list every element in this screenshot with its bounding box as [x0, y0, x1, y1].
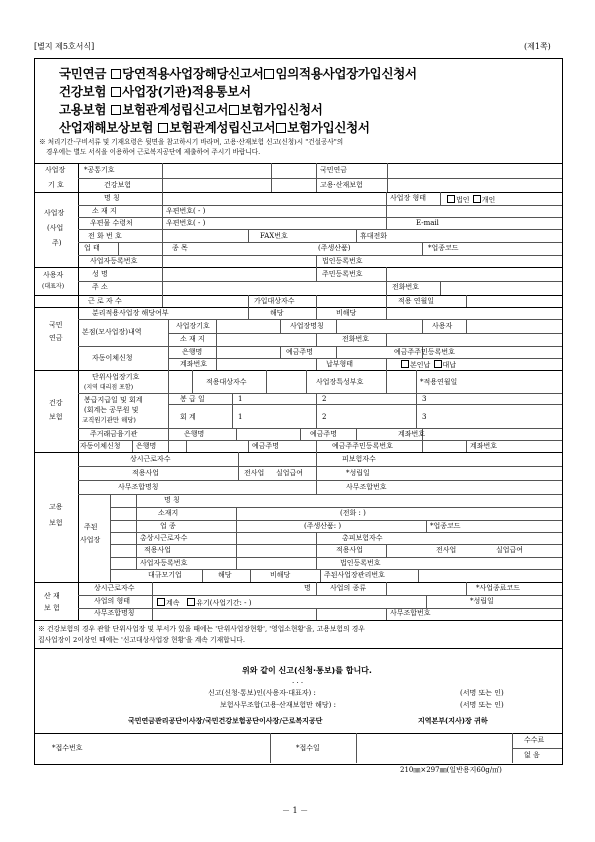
biz-zip-field[interactable]: 우편번호( - ): [166, 207, 206, 215]
checkbox-ei-report[interactable]: [111, 105, 121, 115]
addressee: 국민연금관리공단이사장/국민건강보험공단이사장/근로복지공단: [128, 717, 323, 725]
receipt-date-label: *접수일: [296, 744, 320, 752]
title-ia-apply: 보험가입신청서: [287, 120, 370, 135]
ia-office-no-label: 사무조합번호: [390, 609, 431, 617]
ia-regular-label: 상시근로자수: [94, 584, 135, 592]
hi-autopay-account-label: 계좌번호: [470, 442, 498, 450]
feature-code-label: 사업장특성부호: [316, 378, 364, 386]
payday-2: 2: [322, 395, 327, 403]
page-number: － 1 －: [282, 806, 309, 815]
ia-kind-label: 사업의 종류: [330, 584, 367, 592]
batch-pay-label: 대납: [442, 361, 457, 369]
hi-depositor-label: 예금주명: [310, 430, 338, 438]
ia-form-label: 사업의 형태: [94, 597, 131, 605]
biz-name-label: 명 칭: [104, 194, 120, 202]
pay-type-options: [400, 360, 456, 369]
page-indicator: (제1쪽): [524, 42, 551, 51]
checkbox-ia-apply[interactable]: [276, 123, 286, 133]
checkbox-continuous[interactable]: [157, 598, 165, 606]
covered-label: 가입대상자수: [254, 297, 295, 305]
sec3-label: 사용자: [43, 271, 64, 279]
branch-label: 분리적용사업장 해당여부: [92, 309, 169, 317]
title-ia: 산업재해보상보험: [59, 120, 154, 135]
total-apply-label-2: 적용사업: [336, 546, 364, 554]
ia-form-options: [156, 598, 251, 607]
sec7-label: 고용: [49, 503, 63, 511]
main-industry-code-label: *업종코드: [430, 522, 461, 530]
industry-code-label: *업종코드: [428, 244, 459, 252]
brn-label: 사업자등록번호: [90, 257, 138, 265]
sec2-label-2: (사업: [47, 224, 64, 232]
sec6-label: 건강: [49, 399, 63, 407]
branch-yes: 해당: [270, 309, 284, 317]
large-yes: 해당: [218, 571, 232, 579]
hi-covered-label: 적용대상자수: [206, 378, 247, 386]
sec3-label-2: (대표자): [42, 283, 65, 290]
footnote-line-1: ※ 건강보험의 경우 관할 단위사업장 및 부서가 있을 때에는 '단위사업장현황', '영업소현황'을, 고용보험의 경우: [38, 625, 365, 633]
sec2-label-3: 주): [52, 239, 62, 247]
main-product-label: (주생산품): [318, 244, 351, 252]
nps-account-label: 계좌번호: [180, 360, 208, 368]
title-ei: 고용보험: [59, 102, 107, 117]
branch-no: 비해당: [336, 309, 357, 317]
ei-office-name-label: 사무조합명칭: [118, 483, 159, 491]
sec5-label-2: 연금: [49, 334, 63, 342]
mail-addr-label: 우편물 수령처: [90, 219, 133, 227]
title-ei-report: 보험관계성립신고서: [122, 102, 229, 117]
hi-autopay-depositor-label: 예금주명: [252, 442, 280, 450]
receipt-no-label: *접수번호: [52, 744, 83, 752]
office-label: 보험사무조합(고용·산재보험만 해당) :: [220, 701, 336, 709]
total-apply-label: 적용사업: [144, 546, 172, 554]
ei-all-label: 전사업: [244, 469, 265, 477]
notice: [39, 137, 343, 157]
payday-3: 3: [422, 395, 427, 403]
pay-rule-label-3: 교직원기관만 해당): [82, 416, 136, 424]
sec7-label-2: 보험: [49, 519, 63, 527]
total-insured-label: 총피보험자수: [342, 534, 383, 542]
title-nps-mandatory: 당연적용사업장해당신고서: [122, 66, 264, 81]
main-crn-label: 법인등록번호: [340, 559, 381, 567]
corp-label: 법인: [456, 196, 470, 204]
hq-name-label: 사업장명칭: [290, 322, 324, 330]
large-no: 비해당: [270, 571, 291, 579]
mail-zip-field[interactable]: 우편번호( - ): [166, 219, 206, 227]
fax-label: FAX번호: [260, 232, 288, 240]
title-line-2: [59, 86, 251, 99]
hi-bank-label: 은행명: [184, 430, 205, 438]
common-code-label: *공통기호: [84, 166, 115, 174]
checkbox-nps-voluntary[interactable]: [264, 69, 274, 79]
checkbox-corp[interactable]: [447, 195, 455, 203]
office-signature[interactable]: (서명 또는 인): [460, 701, 504, 709]
biz-addr-label: 소 재 지: [92, 207, 117, 215]
hq-user-label: 사용자: [432, 322, 453, 330]
title-hi-notice: 사업장(기관)적용통보서: [122, 84, 251, 99]
large-corp-label: 대규모기업: [148, 571, 182, 579]
mobile-label: 휴대전화: [360, 232, 388, 240]
nps-autopay-label: 자동이체신청: [92, 354, 133, 362]
nps-depositor-rrn-label: 예금주주민등록번호: [394, 348, 455, 356]
applicant-signature[interactable]: (서명 또는 인): [460, 689, 504, 697]
email-label: E-mail: [416, 219, 439, 227]
biz-type-options: [446, 195, 495, 204]
main-site-label: 주된: [84, 523, 98, 531]
ia-est-date-label: *성립일: [470, 597, 494, 605]
main-name-label: 명 칭: [164, 496, 180, 504]
hq-addr-label: 소 재 지: [180, 335, 205, 343]
main-tel-label: (전화 : ): [340, 509, 366, 517]
total-partial-label: 실업급여: [496, 546, 524, 554]
pay-rule-label: 봉급지급일 및 회계: [84, 396, 143, 404]
apply-date-label: 적용 연월일: [398, 297, 435, 305]
ei-regular-label: 상시근로자수: [130, 455, 171, 463]
checkbox-fixed-term[interactable]: [187, 598, 195, 606]
ei-apply-type-label: 적용사업: [132, 469, 160, 477]
nps-code-label: 국민연금: [320, 166, 348, 174]
sec1-label: 사업장: [45, 166, 66, 174]
title-hi: 건강보험: [59, 84, 107, 99]
declaration-text: 위와 같이 신고(신청·통보)를 합니다.: [242, 666, 372, 675]
bank-inst-label: 주거래금융기관: [90, 430, 138, 438]
hi-autopay-label: 자동이체신청: [80, 442, 121, 450]
title-ia-report: 보험관계성립신고서: [169, 120, 276, 135]
fixed-term-label: 유기(사업기간: - ): [196, 599, 252, 607]
sec8-label-2: 보 험: [44, 604, 60, 612]
checkbox-batch-pay[interactable]: [434, 360, 442, 368]
title-ei-apply: 보험가입신청서: [240, 102, 323, 117]
checkbox-self-pay[interactable]: [401, 360, 409, 368]
ei-est-date-label: *성립일: [346, 469, 370, 477]
rep-name-label: 성 명: [92, 270, 108, 278]
sec6-label-2: 보험: [49, 413, 63, 421]
total-all-label: 전사업: [436, 546, 457, 554]
unit-code-label: 단위사업장기호: [92, 373, 140, 381]
self-pay-label: 본인납: [410, 361, 431, 369]
accounting-label: 회 계: [180, 413, 196, 421]
hi-autopay-bank-label: 은행명: [136, 442, 157, 450]
main-mgmt-no-label: 주된사업장관리번호: [324, 571, 385, 579]
rep-rrn-label: 주민등록번호: [322, 270, 363, 278]
ia-end-code-label: *사업종료코드: [476, 584, 521, 592]
unit-code-note: (지역 대리점 포함): [84, 384, 134, 391]
checkbox-indiv[interactable]: [473, 195, 481, 203]
indiv-label: 개인: [481, 196, 496, 204]
nps-bank-label: 은행명: [182, 348, 203, 356]
addressee-2: 지역본부(지사)장 귀하: [418, 717, 488, 725]
title-nps: 국민연금: [59, 66, 107, 81]
ia-office-name-label: 사무조합명칭: [94, 609, 135, 617]
paper-spec: 210㎜×297㎜(일반용지60g/㎡): [400, 766, 502, 774]
title-line-1: [59, 68, 417, 81]
biz-item-label: 종 목: [172, 244, 188, 252]
pay-rule-label-2: (회계는 공무원 및: [84, 406, 139, 414]
checkbox-ia-report[interactable]: [158, 123, 168, 133]
ei-office-no-label: 사무조합번호: [346, 483, 387, 491]
total-regular-label: 총상시근로자수: [140, 534, 188, 542]
hi-autopay-rrn-label: 예금주주민등록번호: [332, 442, 393, 450]
checkbox-hi[interactable]: [111, 87, 121, 97]
fee-value: 없 음: [524, 751, 540, 759]
title-line-4: [59, 122, 370, 135]
crn-label: 법인등록번호: [322, 257, 363, 265]
biz-tel-label: 전 화 번 호: [88, 232, 122, 240]
biz-category-label: 업 태: [84, 244, 100, 252]
pay-type-label: 납부형태: [326, 360, 354, 368]
accounting-2: 2: [322, 413, 327, 421]
ia-regular-unit: 명: [304, 584, 311, 592]
main-industry-label: 업 종: [160, 522, 176, 530]
sec1-label-2: 기 호: [48, 181, 64, 189]
payday-label: 봉 급 일: [180, 395, 205, 403]
footnote-line-2: 집사업장이 2이상인 때에는 '신고대상사업장 현황'을 계속 기재합니다.: [38, 636, 246, 644]
applicant-label: 신고(신청·통보)인(사용자·대표자) :: [208, 689, 316, 697]
ei-insured-label: 피보험자수: [342, 455, 376, 463]
hq-tel-label: 전화번호: [342, 335, 370, 343]
checkbox-ei-apply[interactable]: [229, 105, 239, 115]
notice-line-1: ※ 처리기간·구비서류 및 기재요령은 뒷면을 참고하시기 바라며, 고용·산재보험 신고(신청)시 "건설공사"의: [39, 138, 344, 146]
biz-type-label: 사업장 형태: [390, 194, 427, 202]
sec5-label: 국민: [49, 321, 63, 329]
checkbox-nps-mandatory[interactable]: [111, 69, 121, 79]
main-addr-label: 소재지: [158, 509, 179, 517]
hq-code-label: 사업장기호: [176, 322, 210, 330]
sec2-label: 사업장: [44, 209, 65, 217]
accounting-1: 1: [238, 413, 243, 421]
declaration-date: . . .: [292, 677, 304, 685]
footnote: [38, 624, 365, 646]
payday-1: 1: [238, 395, 243, 403]
ei-code-label: 고용·산재보험: [320, 181, 363, 189]
notice-line-2: 경우에는 별도 서식을 이용하여 근로복지공단에 제출하여 주시기 바랍니다.: [46, 148, 261, 156]
nps-depositor-label: 예금주명: [286, 348, 314, 356]
title-nps-voluntary: 임의적용사업장가입신청서: [275, 66, 417, 81]
title-line-3: [59, 104, 323, 117]
continuous-label: 계속: [166, 599, 180, 607]
sec8-label: 산 재: [44, 592, 60, 600]
form-number: [별지 제5호서식]: [34, 42, 95, 51]
main-product-field: (주생산품: ): [304, 522, 342, 530]
ei-partial-label: 실업급여: [276, 469, 304, 477]
hi-account-label: 계좌번호: [398, 430, 426, 438]
hi-code-label: 건강보험: [104, 181, 132, 189]
rep-tel-label: 전화번호: [392, 283, 420, 291]
rep-addr-label: 주 소: [92, 283, 108, 291]
hq-label: 본점(모사업장)내역: [82, 328, 142, 336]
accounting-3: 3: [422, 413, 427, 421]
main-site-label-2: 사업장: [80, 536, 101, 544]
workers-label: 근 로 자 수: [88, 297, 122, 305]
hi-apply-date-label: *적용연월일: [420, 378, 458, 386]
fee-label: 수수료: [524, 736, 545, 744]
main-brn-label: 사업자등록번호: [140, 559, 188, 567]
